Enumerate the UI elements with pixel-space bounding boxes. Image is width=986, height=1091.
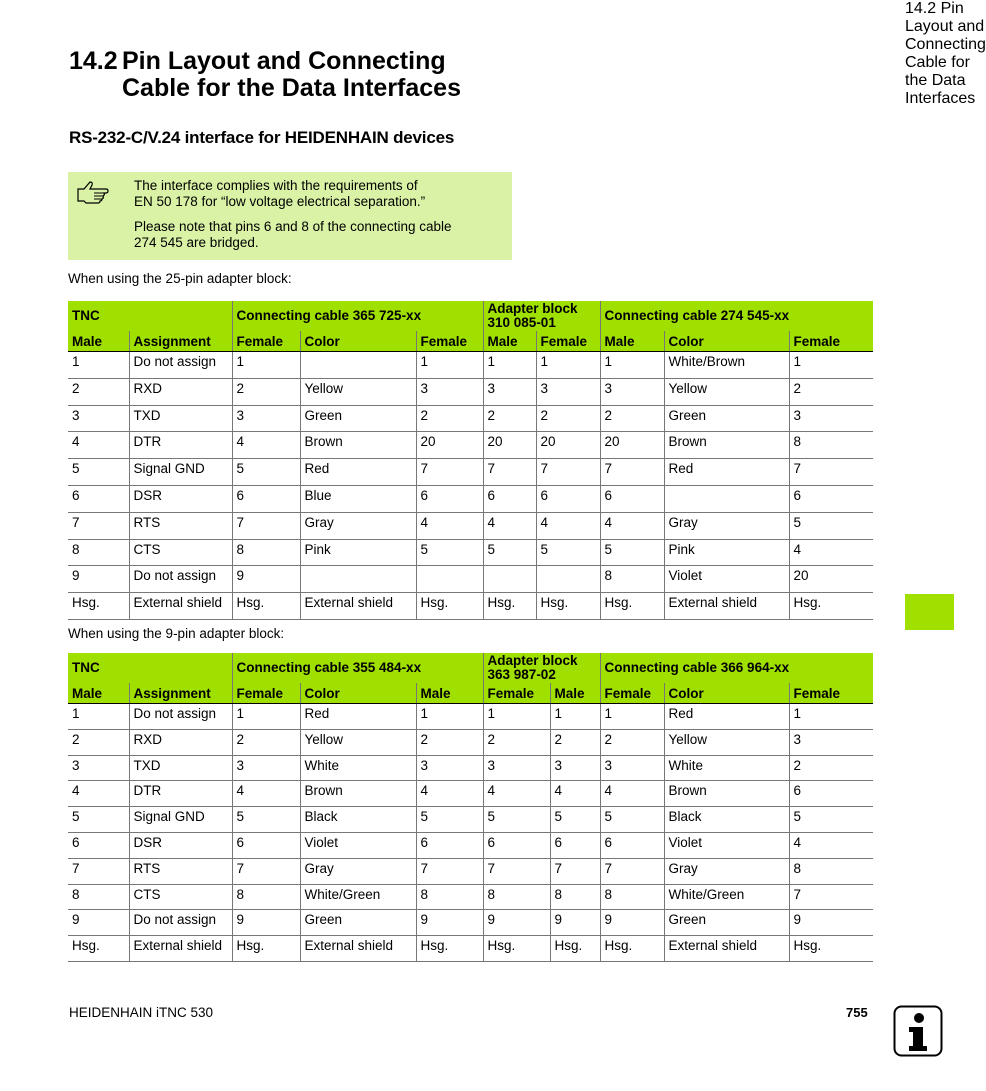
table-cell: Brown [664, 781, 789, 807]
column-header: Female [600, 683, 664, 704]
group-header-tnc: TNC [68, 653, 232, 683]
table-cell: White [664, 755, 789, 781]
table-cell: 3 [68, 405, 129, 432]
group-header-cable-2: Connecting cable 366 964-xx [600, 653, 873, 683]
table-cell: 5 [483, 807, 550, 833]
table-cell: Black [300, 807, 416, 833]
table-cell: 5 [789, 807, 873, 833]
table-cell: Red [300, 459, 416, 486]
table-cell: 6 [789, 485, 873, 512]
table-cell: 1 [416, 352, 483, 379]
footer-product: HEIDENHAIN iTNC 530 [69, 1005, 214, 1020]
table-cell: 4 [68, 781, 129, 807]
table-cell: 1 [789, 704, 873, 730]
column-header: Male [600, 331, 664, 352]
table-cell: 1 [789, 352, 873, 379]
note-box [68, 172, 512, 260]
table-cell: 4 [68, 432, 129, 459]
table-cell: 7 [68, 512, 129, 539]
column-header: Assignment [129, 331, 232, 352]
table-cell: 3 [600, 755, 664, 781]
table-cell: DTR [129, 781, 232, 807]
table-cell: Hsg. [600, 936, 664, 962]
column-header: Color [300, 683, 416, 704]
table-cell: Do not assign [129, 566, 232, 593]
note-paragraph-1: The interface complies with the requirements of EN 50 178 for “low voltage electrical separation.” [134, 178, 426, 209]
table-cell: DSR [129, 832, 232, 858]
table-cell: 7 [483, 459, 536, 486]
table-cell: 9 [483, 910, 550, 936]
table-cell: RXD [129, 378, 232, 405]
table-cell: Green [300, 405, 416, 432]
table-cell: 6 [483, 832, 550, 858]
table-cell: 7 [550, 858, 600, 884]
column-header: Male [68, 331, 129, 352]
table-cell: 9 [416, 910, 483, 936]
table-cell: 20 [536, 432, 600, 459]
table-cell: Violet [664, 566, 789, 593]
table-cell: 1 [536, 352, 600, 379]
table25-caption: When using the 25-pin adapter block: [68, 271, 292, 286]
table-cell: White/Green [300, 884, 416, 910]
table-cell: 1 [68, 704, 129, 730]
table-cell: 8 [600, 566, 664, 593]
table-cell: 20 [789, 566, 873, 593]
table-cell: 2 [600, 729, 664, 755]
column-header: Assignment [129, 683, 232, 704]
table-cell: 4 [232, 432, 300, 459]
table-cell: 9 [600, 910, 664, 936]
table-cell: Red [664, 459, 789, 486]
table-cell: 3 [232, 755, 300, 781]
pin-table-9 [68, 653, 873, 962]
column-header: Female [789, 683, 873, 704]
table-cell: Brown [664, 432, 789, 459]
table-cell: Hsg. [483, 936, 550, 962]
table-cell: 1 [483, 352, 536, 379]
table-cell: 8 [550, 884, 600, 910]
table-cell: 2 [483, 405, 536, 432]
table-cell: 4 [416, 781, 483, 807]
table-cell: 9 [550, 910, 600, 936]
column-header: Color [664, 331, 789, 352]
chapter-tab-marker [905, 594, 954, 630]
table-cell: White/Brown [664, 352, 789, 379]
pin-table-25 [68, 301, 873, 620]
table-cell: 5 [232, 459, 300, 486]
table-cell: 9 [789, 910, 873, 936]
column-header: Male [68, 683, 129, 704]
table-cell: 6 [68, 832, 129, 858]
table-cell: 7 [536, 459, 600, 486]
table-cell: 6 [232, 832, 300, 858]
table-cell: 2 [550, 729, 600, 755]
table-row [68, 432, 873, 459]
table-cell: 1 [600, 704, 664, 730]
table-cell: 5 [68, 459, 129, 486]
table-cell: Hsg. [600, 593, 664, 620]
column-header: Female [536, 331, 600, 352]
note-paragraph-2: Please note that pins 6 and 8 of the connecting cable 274 545 are bridged. [134, 219, 452, 250]
table-cell: 5 [68, 807, 129, 833]
table-cell: Red [300, 704, 416, 730]
table-cell: 2 [789, 378, 873, 405]
table-cell: 4 [600, 512, 664, 539]
table-cell: 1 [483, 704, 550, 730]
table-cell [483, 566, 536, 593]
table-cell: Hsg. [550, 936, 600, 962]
table-cell: RTS [129, 512, 232, 539]
table-cell: Yellow [664, 729, 789, 755]
table-cell: Signal GND [129, 459, 232, 486]
table-cell: Yellow [300, 729, 416, 755]
table-cell: Hsg. [232, 593, 300, 620]
table-cell: 2 [416, 729, 483, 755]
subsection-heading: RS-232-C/V.24 interface for HEIDENHAIN devices [69, 128, 455, 147]
table-cell [416, 566, 483, 593]
table-row [68, 781, 873, 807]
table-cell: TXD [129, 405, 232, 432]
table-cell: Green [664, 405, 789, 432]
table-cell: 8 [789, 432, 873, 459]
table-row [68, 832, 873, 858]
table-cell: 3 [416, 378, 483, 405]
table-cell: 6 [550, 832, 600, 858]
table-cell: Signal GND [129, 807, 232, 833]
table-cell: External shield [129, 593, 232, 620]
table-cell: 7 [789, 884, 873, 910]
table-cell: 5 [483, 539, 536, 566]
table-cell: Black [664, 807, 789, 833]
group-header-cable-1: Connecting cable 365 725-xx [232, 301, 483, 331]
section-heading [69, 48, 461, 102]
table9-caption: When using the 9-pin adapter block: [68, 626, 285, 641]
section-title-line1: Pin Layout and Connecting [122, 47, 446, 75]
table-cell: 5 [600, 807, 664, 833]
table-cell: 8 [68, 884, 129, 910]
pointing-hand-icon [76, 180, 108, 206]
table-cell: Green [300, 910, 416, 936]
table-cell: 8 [68, 539, 129, 566]
table-cell: RTS [129, 858, 232, 884]
table-cell: DTR [129, 432, 232, 459]
table-cell: 7 [483, 858, 550, 884]
column-header: Color [664, 683, 789, 704]
table-cell: CTS [129, 539, 232, 566]
table-cell: 20 [416, 432, 483, 459]
table-cell: 7 [68, 858, 129, 884]
table-cell: DSR [129, 485, 232, 512]
column-header: Color [300, 331, 416, 352]
table-cell: 6 [232, 485, 300, 512]
table-cell: 8 [789, 858, 873, 884]
table-cell: 7 [416, 858, 483, 884]
table-cell: White/Green [664, 884, 789, 910]
chapter-sidebar [905, 0, 954, 1091]
table-cell: Do not assign [129, 704, 232, 730]
table-cell: 7 [789, 459, 873, 486]
table-cell: Hsg. [68, 936, 129, 962]
table-cell: 4 [416, 512, 483, 539]
table-cell: 7 [600, 459, 664, 486]
table-row [68, 858, 873, 884]
table-cell: 1 [416, 704, 483, 730]
table-cell [536, 566, 600, 593]
table-cell: 9 [68, 910, 129, 936]
table-cell: 2 [68, 729, 129, 755]
table-cell: 20 [483, 432, 536, 459]
table-cell: Hsg. [416, 936, 483, 962]
table-cell [664, 485, 789, 512]
table-cell: 7 [416, 459, 483, 486]
column-header: Female [789, 331, 873, 352]
table-cell: 20 [600, 432, 664, 459]
table-cell: 2 [789, 755, 873, 781]
column-header: Female [232, 331, 300, 352]
table-row [68, 405, 873, 432]
table-cell: 4 [600, 781, 664, 807]
column-header: Female [483, 683, 550, 704]
table-cell: 6 [789, 781, 873, 807]
table-cell: Yellow [664, 378, 789, 405]
table-cell: Pink [300, 539, 416, 566]
table-cell: Do not assign [129, 352, 232, 379]
table-cell: Red [664, 704, 789, 730]
table-cell: Brown [300, 781, 416, 807]
table-cell: 9 [232, 566, 300, 593]
table-cell: Gray [300, 858, 416, 884]
table-cell: External shield [300, 593, 416, 620]
table-cell: External shield [664, 936, 789, 962]
table-cell: 3 [600, 378, 664, 405]
table-cell: 3 [68, 755, 129, 781]
table-row [68, 755, 873, 781]
table-cell [300, 352, 416, 379]
table-cell: Blue [300, 485, 416, 512]
table-cell: 6 [416, 832, 483, 858]
table-cell: 4 [536, 512, 600, 539]
table-row [68, 566, 873, 593]
table-cell: 7 [600, 858, 664, 884]
table-cell: 6 [536, 485, 600, 512]
table-cell: 5 [600, 539, 664, 566]
table-cell: External shield [664, 593, 789, 620]
table-cell: Hsg. [536, 593, 600, 620]
table-cell: Pink [664, 539, 789, 566]
table-cell [300, 566, 416, 593]
table-cell: 8 [232, 884, 300, 910]
table-cell: Hsg. [483, 593, 536, 620]
table-cell: Gray [664, 512, 789, 539]
table-cell: Violet [300, 832, 416, 858]
table-cell: Do not assign [129, 910, 232, 936]
table-cell: 4 [483, 781, 550, 807]
table-row [68, 378, 873, 405]
table-cell: 3 [232, 405, 300, 432]
table-cell: External shield [129, 936, 232, 962]
table-cell: RXD [129, 729, 232, 755]
table-cell: 8 [232, 539, 300, 566]
table-cell: 5 [536, 539, 600, 566]
group-header-tnc: TNC [68, 301, 232, 331]
table-cell: 1 [232, 352, 300, 379]
column-header: Male [416, 683, 483, 704]
table-cell: Yellow [300, 378, 416, 405]
table-cell: 4 [789, 539, 873, 566]
table-cell: 5 [416, 539, 483, 566]
column-header: Male [550, 683, 600, 704]
table-row [68, 936, 873, 962]
table-cell: 6 [68, 485, 129, 512]
table-cell: Hsg. [232, 936, 300, 962]
table-row [68, 512, 873, 539]
table-cell: 5 [416, 807, 483, 833]
table-cell: 4 [550, 781, 600, 807]
table-cell: 5 [232, 807, 300, 833]
table-row [68, 352, 873, 379]
table-cell: Hsg. [789, 593, 873, 620]
table-row [68, 910, 873, 936]
table-cell: 3 [789, 729, 873, 755]
column-header: Female [232, 683, 300, 704]
table-cell: 2 [483, 729, 550, 755]
section-number: 14.2 [69, 47, 118, 75]
table-cell: 6 [600, 832, 664, 858]
table-cell: 3 [550, 755, 600, 781]
table-cell: External shield [300, 936, 416, 962]
table-cell: Hsg. [789, 936, 873, 962]
section-title-line2: Cable for the Data Interfaces [122, 74, 461, 102]
table-cell: TXD [129, 755, 232, 781]
table-cell: 4 [232, 781, 300, 807]
table-cell: 4 [483, 512, 536, 539]
table-cell: 3 [483, 378, 536, 405]
table-row [68, 704, 873, 730]
group-header-cable-1: Connecting cable 355 484-xx [232, 653, 483, 683]
table-cell: 7 [232, 858, 300, 884]
table-cell: Gray [664, 858, 789, 884]
table-cell: Green [664, 910, 789, 936]
table-cell: 8 [600, 884, 664, 910]
table-row [68, 485, 873, 512]
table-cell: 2 [68, 378, 129, 405]
table-cell: 6 [600, 485, 664, 512]
table-cell: 6 [483, 485, 536, 512]
column-header: Male [483, 331, 536, 352]
chapter-sidebar-title: 14.2 Pin Layout and Connecting Cable for the Data Interfaces [905, 0, 986, 107]
table-cell: 3 [483, 755, 550, 781]
table-cell: White [300, 755, 416, 781]
table-cell: Gray [300, 512, 416, 539]
table-cell: Brown [300, 432, 416, 459]
table-cell: 9 [68, 566, 129, 593]
table-cell: 5 [789, 512, 873, 539]
table-cell: 2 [232, 378, 300, 405]
info-icon [893, 1005, 943, 1057]
table-cell: 3 [416, 755, 483, 781]
table-cell: Hsg. [416, 593, 483, 620]
page-number: 755 [846, 1005, 868, 1020]
table-cell: 8 [483, 884, 550, 910]
table-cell: 2 [232, 729, 300, 755]
group-header-adapter: Adapter block 363 987-02 [483, 653, 600, 683]
table-row [68, 593, 873, 620]
table-cell: 8 [416, 884, 483, 910]
table-cell: 1 [550, 704, 600, 730]
table-cell: 1 [68, 352, 129, 379]
table-cell: 3 [536, 378, 600, 405]
table-cell: 9 [232, 910, 300, 936]
table-cell: 5 [550, 807, 600, 833]
table-row [68, 539, 873, 566]
table-cell: 7 [232, 512, 300, 539]
group-header-cable-2: Connecting cable 274 545-xx [600, 301, 873, 331]
table-row [68, 807, 873, 833]
table-cell: 2 [600, 405, 664, 432]
table-cell: 1 [600, 352, 664, 379]
table-cell: 2 [416, 405, 483, 432]
table-cell: 4 [789, 832, 873, 858]
group-header-adapter: Adapter block 310 085-01 [483, 301, 600, 331]
table-row [68, 884, 873, 910]
table-row [68, 459, 873, 486]
table-cell: Hsg. [68, 593, 129, 620]
table-row [68, 729, 873, 755]
table-cell: CTS [129, 884, 232, 910]
column-header: Female [416, 331, 483, 352]
table-cell: 6 [416, 485, 483, 512]
table-cell: Violet [664, 832, 789, 858]
table-cell: 3 [789, 405, 873, 432]
table-cell: 2 [536, 405, 600, 432]
table-cell: 1 [232, 704, 300, 730]
